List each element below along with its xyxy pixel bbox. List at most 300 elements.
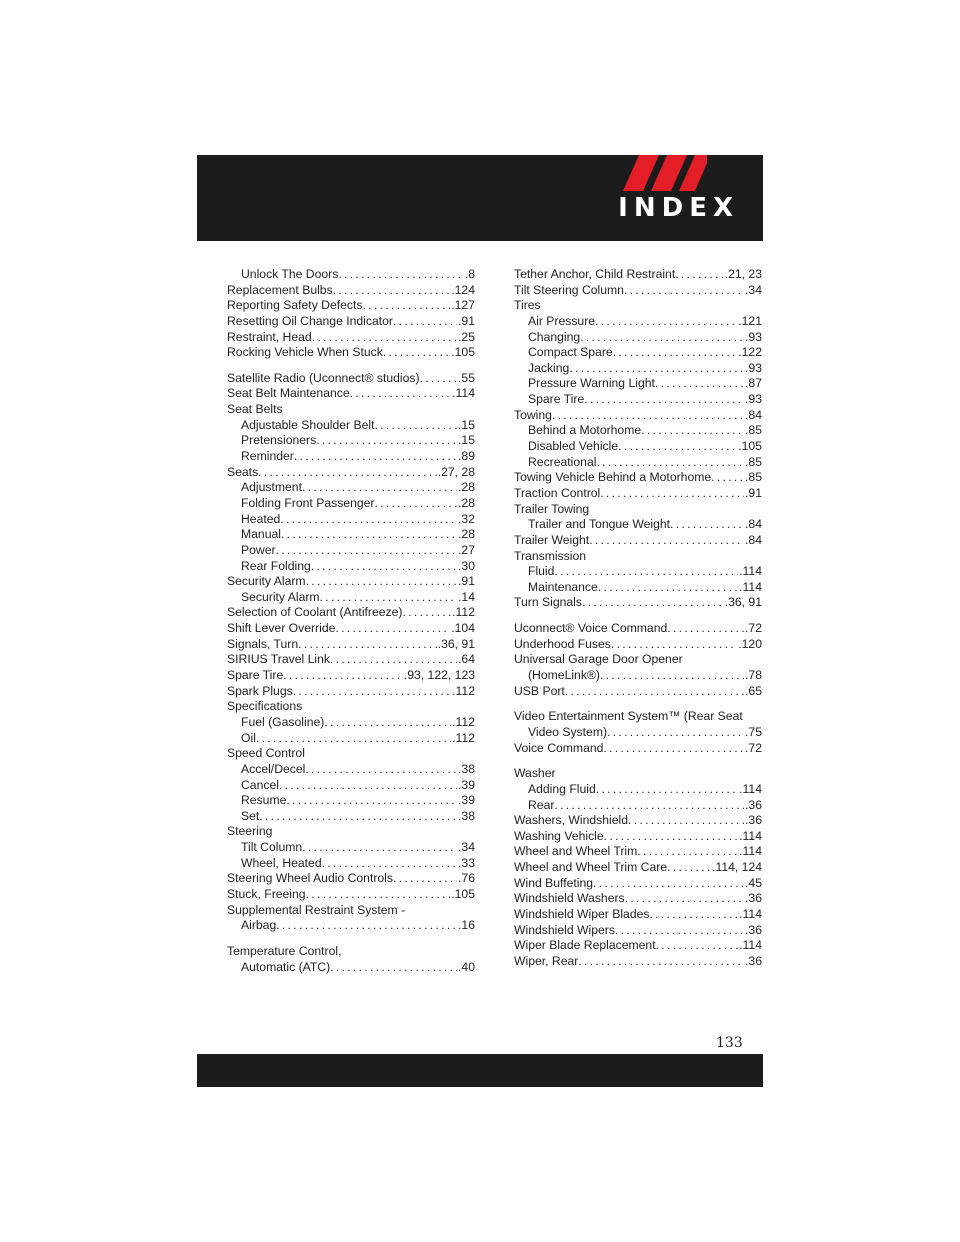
index-entry	[514, 923, 762, 939]
entry-label: Underhood Fuses	[514, 636, 611, 651]
entry-page: .28	[458, 495, 475, 510]
entry-page: .36, 91	[437, 636, 475, 651]
entry-label: Fuel (Gasoline)	[241, 714, 325, 729]
entry-page: .76	[458, 871, 475, 886]
entry-label: Adjustable Shoulder Belt	[241, 417, 375, 432]
index-entry	[514, 684, 762, 700]
index-entry	[227, 449, 475, 465]
entry-label: Folding Front Passenger	[241, 495, 375, 510]
entry-page: .85	[745, 454, 762, 469]
index-entry	[227, 840, 475, 856]
dot-leader	[363, 298, 451, 314]
index-heading: Transmission	[514, 548, 587, 563]
entry-page: .85	[745, 423, 762, 438]
index-entry	[227, 652, 475, 668]
index-entry	[227, 887, 475, 903]
dot-leader	[322, 856, 457, 872]
index-entry	[227, 637, 475, 653]
entry-label: Rear	[528, 797, 555, 812]
index-entry	[514, 314, 762, 330]
entry-page: .112	[452, 730, 475, 745]
entry-label: Set	[241, 808, 260, 823]
entry-label: Turn Signals	[514, 595, 582, 610]
dot-leader	[675, 267, 723, 283]
index-entry	[227, 793, 475, 809]
entry-page: .75	[745, 724, 762, 739]
entry-page: .124	[451, 282, 475, 297]
entry-label: Wheel and Wheel Trim Care	[514, 860, 668, 875]
entry-label: Windshield Wiper Blades	[514, 906, 650, 921]
index-column-right	[514, 267, 762, 970]
entry-label: Stuck, Freeing	[227, 886, 306, 901]
index-entry	[227, 621, 475, 637]
dot-leader	[580, 330, 744, 346]
entry-label: Towing	[514, 407, 552, 422]
dot-leader	[393, 314, 457, 330]
entry-label: Rocking Vehicle When Stuck	[227, 345, 383, 360]
index-heading: Seat Belts	[227, 402, 283, 417]
index-entry	[514, 938, 762, 954]
index-entry	[514, 876, 762, 892]
dot-leader	[656, 938, 739, 954]
index-heading: Steering	[227, 824, 273, 839]
dot-leader	[330, 652, 457, 668]
entry-page: .16	[458, 918, 475, 933]
index-entry	[227, 559, 475, 575]
entry-page: .112	[452, 714, 475, 729]
entry-page: .28	[458, 527, 475, 542]
entry-label: Airbag	[241, 918, 277, 933]
entry-page: .27	[458, 542, 475, 557]
entry-page: .40	[458, 959, 475, 974]
index-entry	[227, 668, 475, 684]
entry-label: Heated	[241, 511, 281, 526]
index-entry	[227, 731, 475, 747]
dot-leader	[302, 480, 457, 496]
dot-leader	[582, 595, 724, 611]
entry-label: Restraint, Head	[227, 329, 312, 344]
entry-label: USB Port	[514, 683, 565, 698]
dot-leader	[374, 496, 457, 512]
entry-page: .114	[452, 386, 475, 401]
dot-leader	[320, 590, 457, 606]
entry-page: .93	[745, 329, 762, 344]
dot-leader	[324, 715, 451, 731]
entry-page: .78	[745, 668, 762, 683]
entry-label: Wiper Blade Replacement	[514, 938, 656, 953]
dot-leader	[306, 574, 457, 590]
entry-label: Windshield Wipers	[514, 922, 615, 937]
index-entry	[227, 496, 475, 512]
entry-page: .64	[458, 652, 475, 667]
entry-label: Spare Tire	[528, 392, 585, 407]
header-bar	[197, 155, 763, 241]
entry-page: .114	[739, 828, 762, 843]
dot-leader	[611, 637, 737, 653]
dot-leader	[649, 907, 738, 923]
dot-leader	[655, 376, 744, 392]
entry-label: Video System)	[528, 724, 608, 739]
index-entry	[514, 829, 762, 845]
entry-label: Steering Wheel Audio Controls	[227, 871, 393, 886]
index-entry	[514, 954, 762, 970]
entry-page: .84	[745, 532, 762, 547]
index-entry	[514, 361, 762, 377]
entry-label: Pretensioners	[241, 433, 317, 448]
index-entry	[514, 595, 762, 611]
dot-leader	[374, 418, 457, 434]
dot-leader	[565, 684, 744, 700]
dot-leader	[670, 517, 744, 533]
entry-label: Spark Plugs	[227, 683, 293, 698]
dot-leader	[350, 386, 452, 402]
index-entry	[514, 455, 762, 471]
index-entry	[227, 871, 475, 887]
dot-leader	[596, 782, 738, 798]
entry-label: Disabled Vehicle	[528, 439, 619, 454]
dot-leader	[641, 423, 744, 439]
index-entry	[514, 725, 762, 741]
entry-page: .38	[458, 761, 475, 776]
index-entry	[514, 891, 762, 907]
entry-page: .112	[452, 605, 475, 620]
entry-page: .121	[738, 313, 762, 328]
entry-page: .114	[739, 844, 762, 859]
entry-label: Adding Fluid	[528, 781, 596, 796]
entry-label: Towing Vehicle Behind a Motorhome	[514, 470, 712, 485]
index-entry	[227, 809, 475, 825]
entry-label: Uconnect® Voice Command	[514, 621, 668, 636]
dot-leader	[276, 918, 457, 934]
index-entry	[514, 637, 762, 653]
entry-page: .91	[458, 574, 475, 589]
entry-label: Changing	[528, 329, 581, 344]
entry-page: .39	[458, 793, 475, 808]
index-entry	[227, 267, 475, 283]
index-entry	[514, 668, 762, 684]
entry-page: .114	[739, 564, 762, 579]
entry-label: Accel/Decel	[241, 761, 306, 776]
index-heading: Universal Garage Door Opener	[514, 652, 683, 667]
entry-page: .30	[458, 558, 475, 573]
entry-page: .114	[739, 781, 762, 796]
index-entry	[227, 856, 475, 872]
entry-label: Security Alarm	[241, 589, 320, 604]
entry-page: .36	[745, 922, 762, 937]
entry-page: .36	[745, 797, 762, 812]
dot-leader	[286, 793, 457, 809]
index-entry	[514, 813, 762, 829]
dot-leader	[624, 283, 744, 299]
entry-label: Jacking	[528, 360, 570, 375]
dot-leader	[637, 844, 738, 860]
index-entry	[514, 392, 762, 408]
entry-label: Oil	[241, 730, 256, 745]
entry-label: Wind Buffeting	[514, 875, 594, 890]
entry-label: Trailer and Tongue Weight	[528, 517, 671, 532]
dot-leader	[302, 840, 457, 856]
dot-leader	[600, 668, 744, 684]
dot-leader	[667, 621, 744, 637]
entry-page: .112	[452, 683, 475, 698]
index-heading: Speed Control	[227, 746, 305, 761]
dot-leader	[338, 267, 464, 283]
entry-label: Replacement Bulbs	[227, 282, 333, 297]
index-entry	[227, 330, 475, 346]
footer-bar	[197, 1054, 763, 1087]
index-entry	[514, 782, 762, 798]
entry-page: .36	[745, 953, 762, 968]
entry-label: Wheel, Heated	[241, 855, 322, 870]
entry-label: Shift Lever Override	[227, 621, 336, 636]
entry-label: Wiper, Rear	[514, 953, 579, 968]
index-entry	[227, 574, 475, 590]
index-entry	[514, 517, 762, 533]
dot-leader	[330, 960, 457, 976]
entry-page: .84	[745, 517, 762, 532]
index-entry	[227, 371, 475, 387]
dot-leader	[584, 392, 744, 408]
index-heading: Supplemental Restraint System -	[227, 902, 406, 917]
index-entry	[227, 386, 475, 402]
index-column-left	[227, 267, 475, 975]
page-number: 133	[716, 1035, 743, 1051]
dot-leader	[711, 470, 744, 486]
dot-leader	[293, 684, 451, 700]
entry-label: SIRIUS Travel Link	[227, 652, 330, 667]
index-entry	[227, 590, 475, 606]
index-entry	[514, 844, 762, 860]
entry-page: .15	[458, 433, 475, 448]
index-entry	[227, 778, 475, 794]
index-entry	[227, 527, 475, 543]
entry-label: Tilt Column	[241, 840, 303, 855]
entry-label: Selection of Coolant (Antifreeze)	[227, 605, 403, 620]
entry-page: .127	[451, 298, 475, 313]
dot-leader	[283, 668, 403, 684]
index-entry	[514, 439, 762, 455]
entry-page: .14	[458, 589, 475, 604]
entry-page: .93	[745, 392, 762, 407]
dot-leader	[569, 361, 744, 377]
dot-leader	[595, 314, 737, 330]
entry-label: Recreational	[528, 454, 597, 469]
dot-leader	[615, 923, 744, 939]
dot-leader	[598, 580, 738, 596]
entry-page: .72	[745, 621, 762, 636]
dot-leader	[593, 876, 744, 892]
dot-leader	[554, 564, 738, 580]
entry-page: .105	[738, 439, 762, 454]
entry-page: .114, 124	[712, 860, 762, 875]
index-entry	[514, 533, 762, 549]
dot-leader	[259, 809, 457, 825]
entry-label: Resetting Oil Change Indicator	[227, 313, 393, 328]
index-entry	[227, 715, 475, 731]
entry-page: .114	[739, 906, 762, 921]
index-heading: Trailer Towing	[514, 501, 590, 516]
index-entry	[227, 512, 475, 528]
entry-page: .122	[738, 345, 762, 360]
entry-page: .93, 122, 123	[403, 668, 475, 683]
dot-leader	[256, 731, 451, 747]
entry-label: (HomeLink®)	[528, 668, 600, 683]
entry-label: Reminder	[241, 449, 294, 464]
dot-leader	[596, 455, 744, 471]
entry-page: .33	[458, 855, 475, 870]
entry-page: .34	[458, 840, 475, 855]
entry-label: Unlock The Doors	[241, 267, 339, 281]
entry-page: .34	[745, 282, 762, 297]
dot-leader	[316, 433, 457, 449]
entry-label: Behind a Motorhome	[528, 423, 642, 438]
index-entry	[227, 418, 475, 434]
dot-leader	[600, 486, 744, 502]
entry-page: .45	[745, 875, 762, 890]
dot-leader	[298, 637, 437, 653]
red-stripes-logo	[617, 155, 707, 191]
entry-label: Trailer Weight	[514, 532, 590, 547]
entry-page: .120	[738, 636, 762, 651]
dot-leader	[312, 330, 457, 346]
dot-leader	[306, 887, 451, 903]
index-entry	[514, 486, 762, 502]
dot-leader	[625, 891, 744, 907]
index-entry	[514, 345, 762, 361]
entry-label: Resume	[241, 793, 287, 808]
entry-label: Reporting Safety Defects	[227, 298, 363, 313]
index-entry	[227, 543, 475, 559]
index-heading: Tires	[514, 298, 541, 313]
entry-page: .38	[458, 808, 475, 823]
index-entry	[514, 907, 762, 923]
dot-leader	[335, 621, 450, 637]
dot-leader	[554, 798, 744, 814]
entry-page: .87	[745, 376, 762, 391]
entry-label: Tether Anchor, Child Restraint	[514, 267, 676, 281]
index-entry	[514, 330, 762, 346]
dot-leader	[613, 345, 738, 361]
entry-label: Windshield Washers	[514, 891, 625, 906]
entry-page: .93	[745, 360, 762, 375]
index-entry	[514, 580, 762, 596]
entry-label: Rear Folding	[241, 558, 311, 573]
entry-label: Washers, Windshield	[514, 813, 629, 828]
entry-label: Automatic (ATC)	[241, 959, 331, 974]
entry-label: Voice Command	[514, 740, 604, 755]
entry-label: Signals, Turn	[227, 636, 299, 651]
index-entry	[227, 298, 475, 314]
entry-page: .36	[745, 813, 762, 828]
entry-page: .114	[739, 579, 762, 594]
dot-leader	[552, 408, 744, 424]
index-entry	[514, 470, 762, 486]
entry-page: .105	[451, 345, 475, 360]
entry-page: .8	[464, 267, 475, 281]
dot-leader	[578, 954, 744, 970]
entry-page: .91	[458, 313, 475, 328]
index-entry	[227, 960, 475, 976]
entry-page: .72	[745, 740, 762, 755]
index-entry	[514, 621, 762, 637]
entry-page: .21, 23	[724, 267, 762, 281]
dot-leader	[305, 762, 457, 778]
index-entry	[227, 480, 475, 496]
entry-page: .36	[745, 891, 762, 906]
entry-label: Maintenance	[528, 579, 598, 594]
index-entry	[514, 283, 762, 299]
page-title: INDEX	[618, 193, 739, 223]
index-entry	[514, 798, 762, 814]
dot-leader	[258, 465, 437, 481]
index-entry	[514, 408, 762, 424]
index-entry	[227, 684, 475, 700]
entry-label: Fluid	[528, 564, 555, 579]
entry-page: .91	[745, 485, 762, 500]
entry-page: .15	[458, 417, 475, 432]
entry-label: Power	[241, 542, 276, 557]
entry-label: Traction Control	[514, 485, 601, 500]
dot-leader	[276, 543, 458, 559]
dot-leader	[294, 449, 457, 465]
entry-label: Washing Vehicle	[514, 828, 604, 843]
index-heading: Washer	[514, 766, 556, 781]
entry-page: .36, 91	[724, 595, 762, 610]
index-entry	[514, 376, 762, 392]
entry-label: Seat Belt Maintenance	[227, 386, 350, 401]
entry-page: .28	[458, 480, 475, 495]
index-heading: Temperature Control,	[227, 943, 342, 958]
dot-leader	[333, 283, 451, 299]
dot-leader	[420, 371, 457, 387]
dot-leader	[589, 533, 744, 549]
entry-label: Manual	[241, 527, 281, 542]
index-entry	[227, 605, 475, 621]
entry-page: .89	[458, 449, 475, 464]
dot-leader	[628, 813, 744, 829]
entry-page: .84	[745, 407, 762, 422]
entry-label: Cancel	[241, 777, 279, 792]
index-entry	[227, 433, 475, 449]
index-entry	[227, 314, 475, 330]
entry-label: Air Pressure	[528, 313, 596, 328]
index-entry	[514, 564, 762, 580]
entry-page: .105	[451, 886, 475, 901]
index-entry	[514, 860, 762, 876]
entry-page: .85	[745, 470, 762, 485]
dot-leader	[603, 741, 744, 757]
dot-leader	[280, 512, 457, 528]
index-entry	[227, 345, 475, 361]
index-entry	[227, 918, 475, 934]
dot-leader	[402, 605, 451, 621]
entry-page: .39	[458, 777, 475, 792]
index-entry	[227, 465, 475, 481]
index-entry	[227, 762, 475, 778]
dot-leader	[393, 871, 457, 887]
dot-leader	[279, 778, 457, 794]
dot-leader	[607, 725, 744, 741]
entry-label: Security Alarm	[227, 574, 306, 589]
entry-label: Seats	[227, 464, 259, 479]
entry-label: Satellite Radio (Uconnect® studios)	[227, 370, 420, 385]
index-entry	[514, 741, 762, 757]
entry-label: Spare Tire	[227, 668, 284, 683]
entry-page: .65	[745, 683, 762, 698]
dot-leader	[618, 439, 737, 455]
entry-page: .32	[458, 511, 475, 526]
entry-label: Adjustment	[241, 480, 302, 495]
